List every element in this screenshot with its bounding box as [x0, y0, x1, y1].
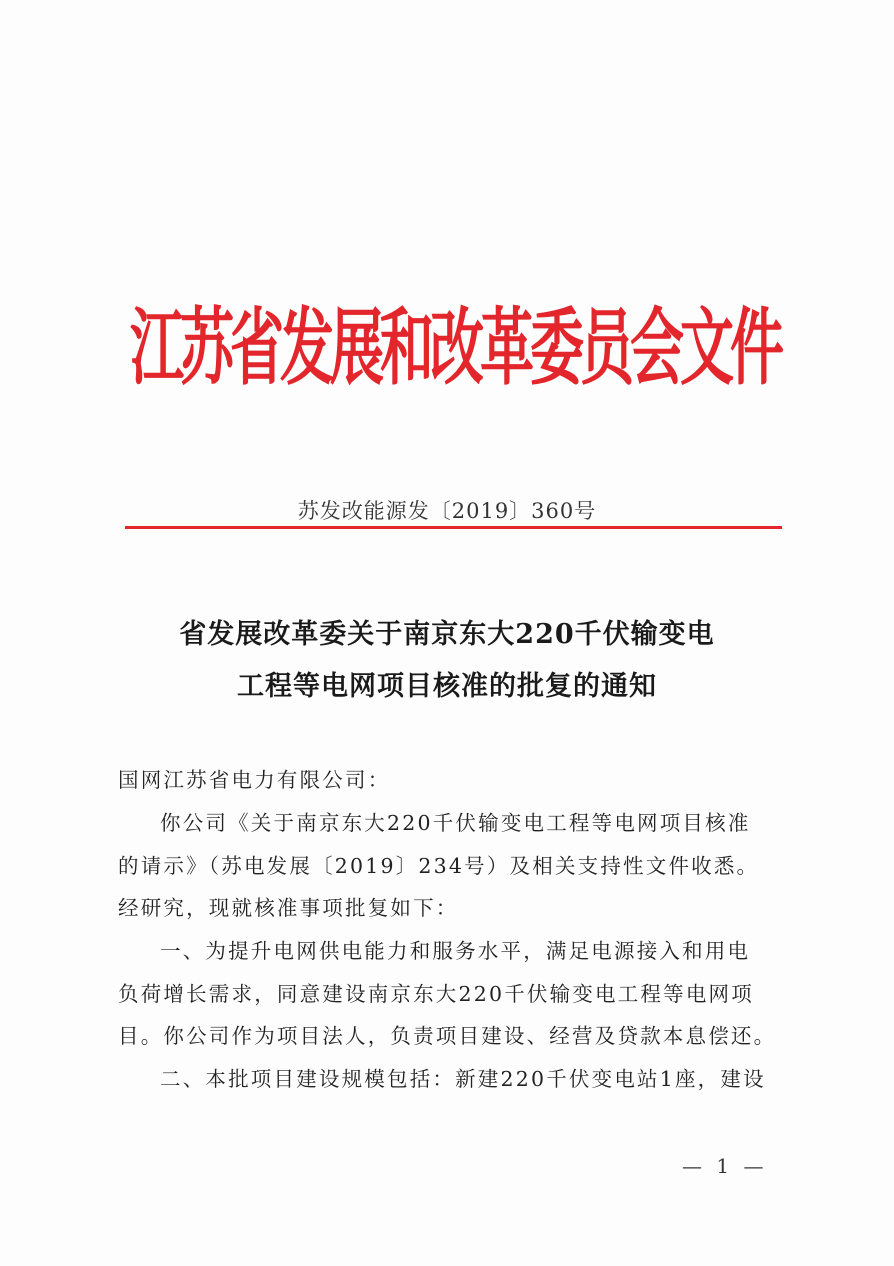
body-line-5: 负荷增长需求，同意建设南京东大220千伏输变电工程等电网项 [118, 982, 754, 1006]
body-line-3: 经研究，现就核准事项批复如下： [118, 896, 459, 920]
body-line-1: 你公司《关于南京东大220千伏输变电工程等电网项目核准 [160, 811, 751, 835]
addressee: 国网江苏省电力有限公司： [118, 768, 391, 792]
page-number: — 1 — [682, 1154, 768, 1178]
body-line-7: 二、本批项目建设规模包括：新建220千伏变电站1座，建设 [160, 1067, 766, 1091]
body-line-6: 目。你公司作为项目法人，负责项目建设、经营及贷款本息偿还。 [118, 1024, 777, 1048]
document-subject-line-2: 工程等电网项目核准的批复的通知 [237, 671, 657, 702]
document-number: 苏发改能源发〔2019〕360号 [297, 499, 597, 523]
red-divider-line [125, 526, 782, 529]
document-subject-line-1: 省发展改革委关于南京东大220千伏输变电 [179, 619, 715, 650]
body-line-2: 的请示》（苏电发展〔2019〕234号）及相关支持性文件收悉。 [118, 854, 760, 878]
body-line-4: 一、为提升电网供电能力和服务水平，满足电源接入和用电 [160, 939, 751, 963]
issuer-header-title: 江苏省发展和改革委员会文件 [130, 299, 780, 397]
